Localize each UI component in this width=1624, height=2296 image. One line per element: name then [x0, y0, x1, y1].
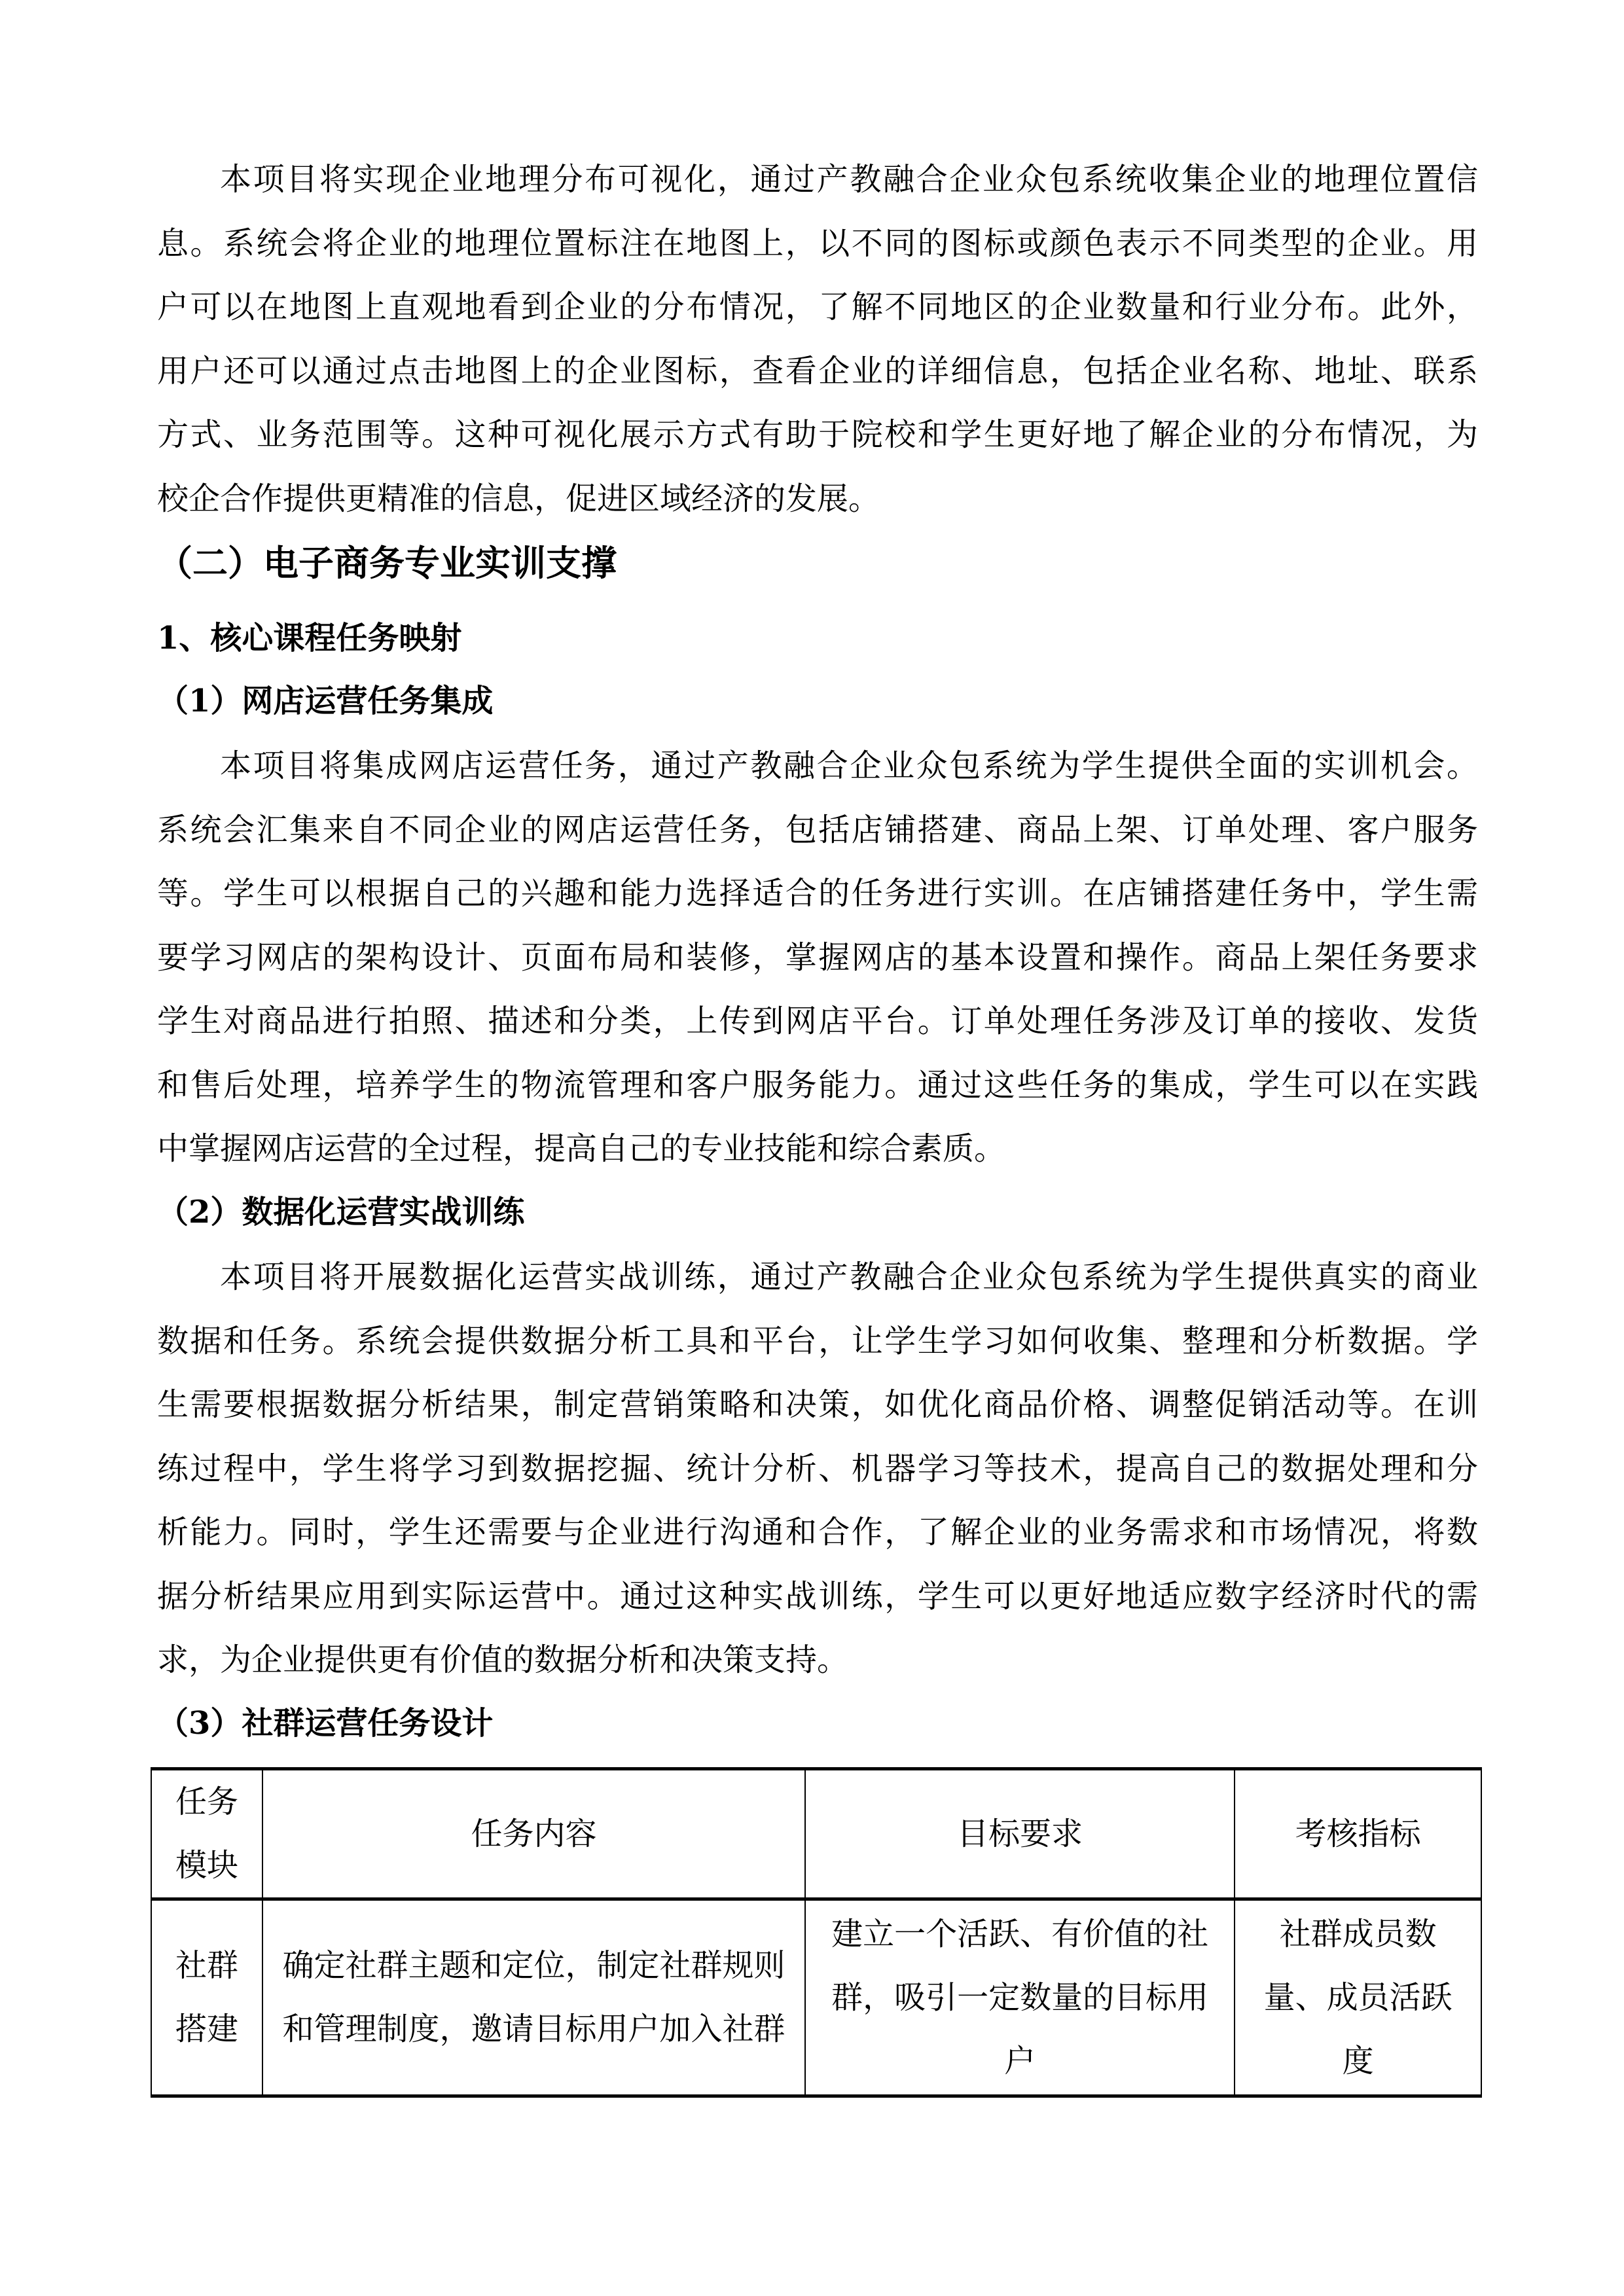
paragraph-data-operations [157, 1246, 1478, 1693]
text-line: 据分析结果应用到实际运营中。通过这种实战训练，学生可以更好地适应数字经济时代的需 [157, 1577, 1478, 1615]
header-task-module: 任务模块 [151, 1769, 262, 1899]
section-heading-ecommerce-training: （二）电子商务专业实训支撑 [157, 542, 617, 584]
text-line: 本项目将集成网店运营任务，通过产教融合企业众包系统为学生提供全面的实训机会。 [220, 747, 1478, 784]
text-line: 要学习网店的架构设计、页面布局和装修，掌握网店的基本设置和操作。商品上架任务要求 [157, 939, 1478, 976]
text-line: 生需要根据数据分析结果，制定营销策略和决策，如优化商品价格、调整促销活动等。在训 [157, 1386, 1478, 1423]
text-line: 数据和任务。系统会提供数据分析工具和平台，让学生学习如何收集、整理和分析数据。学 [157, 1322, 1478, 1359]
header-target: 目标要求 [805, 1769, 1235, 1899]
text-line: 中掌握网店运营的全过程，提高自己的专业技能和综合素质。 [157, 1130, 1006, 1167]
header-metrics: 考核指标 [1235, 1769, 1481, 1899]
subsection-heading-course-mapping: 1、核心课程任务映射 [157, 620, 462, 656]
text-line: 学生对商品进行拍照、描述和分类，上传到网店平台。订单处理任务涉及订单的接收、发货 [157, 1003, 1478, 1039]
paragraph-enterprise-map [157, 148, 1478, 531]
text-line: 等。学生可以根据自己的兴趣和能力选择适合的任务进行实训。在店铺搭建任务中，学生需 [157, 875, 1478, 912]
text-line: 求，为企业提供更有价值的数据分析和决策支持。 [157, 1641, 849, 1678]
text-line: 和售后处理，培养学生的物流管理和客户服务能力。通过这些任务的集成，学生可以在实践 [157, 1066, 1478, 1103]
cell-module: 社群搭建 [151, 1899, 262, 2096]
cell-metrics: 社群成员数量、成员活跃度 [1235, 1899, 1481, 2096]
table-header-row [151, 1769, 1481, 1899]
text-line: 用户还可以通过点击地图上的企业图标，查看企业的详细信息，包括企业名称、地址、联系 [157, 352, 1478, 389]
text-line: 校企合作提供更精准的信息，促进区域经济的发展。 [157, 480, 880, 517]
text-line: 户可以在地图上直观地看到企业的分布情况，了解不同地区的企业数量和行业分布。此外， [157, 289, 1478, 325]
text-line: 本项目将开展数据化运营实战训练，通过产教融合企业众包系统为学生提供真实的商业 [220, 1259, 1478, 1295]
header-task-content: 任务内容 [262, 1769, 805, 1899]
text-line: 练过程中，学生将学习到数据挖掘、统计分析、机器学习等技术，提高自己的数据处理和分 [157, 1450, 1478, 1487]
text-line: 析能力。同时，学生还需要与企业进行沟通和合作，了解企业的业务需求和市场情况，将数 [157, 1514, 1478, 1551]
paragraph-online-store [157, 734, 1478, 1181]
heading-data-operations: （2）数据化运营实战训练 [157, 1194, 525, 1230]
heading-community-tasks: （3）社群运营任务设计 [157, 1705, 494, 1742]
cell-target: 建立一个活跃、有价值的社群，吸引一定数量的目标用户 [805, 1899, 1235, 2096]
text-line: 系统会汇集来自不同企业的网店运营任务，包括店铺搭建、商品上架、订单处理、客户服务 [157, 811, 1478, 848]
community-task-table [151, 1767, 1482, 2098]
text-line: 息。系统会将企业的地理位置标注在地图上，以不同的图标或颜色表示不同类型的企业。用 [157, 224, 1478, 262]
text-line: 本项目将实现企业地理分布可视化，通过产教融合企业众包系统收集企业的地理位置信 [220, 161, 1478, 198]
heading-online-store-tasks: （1）网店运营任务集成 [157, 683, 494, 719]
text-line: 方式、业务范围等。这种可视化展示方式有助于院校和学生更好地了解企业的分布情况，为 [157, 416, 1478, 453]
cell-content: 确定社群主题和定位，制定社群规则和管理制度，邀请目标用户加入社群 [262, 1899, 805, 2096]
table-row [151, 1899, 1481, 2096]
